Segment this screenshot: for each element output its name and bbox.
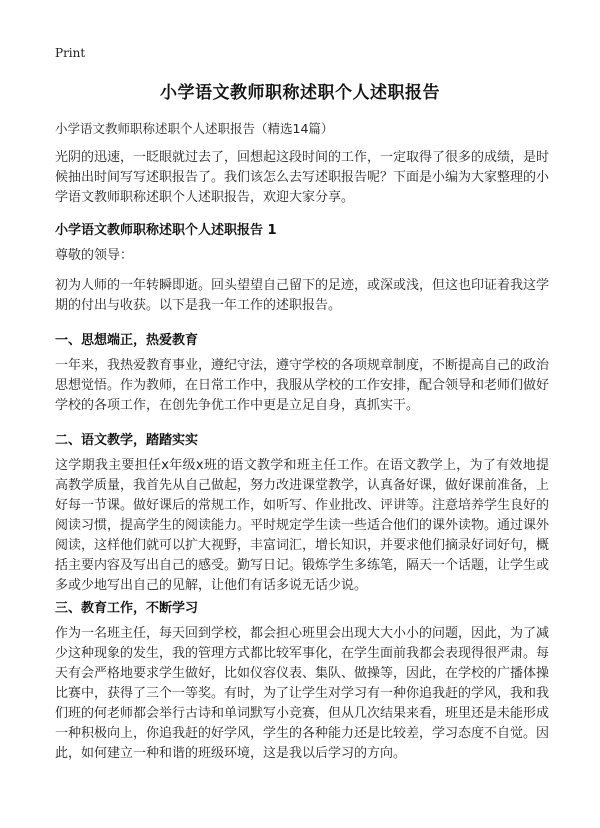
paragraph-teaching: 这学期我主要担任x年级x班的语文教学和班主任工作。在语文教学上，为了有效地提高教学质量，我首先从自己做起，努力改进课堂教学，认真备好课，做好课前准备，上好每一节课。做好课后的常规工作，如听写、作业批改、评讲等。注意培养学生良好的阅读习惯，提高学生的阅读能力。平时规定学生读一些适合他们的课外读物。通过课外阅读，这样他们就可以扩大视野，丰富词汇，增长知识，并要求他们摘录好词好句，概括主要内容及写出自己的感受。勤写日记。锻炼学生多练笔，隔天一个话题，让学生或多或少地写出自己的见解，让他们有话多说无话少说。 — [55, 458, 550, 593]
intro-paragraph: 光阴的迅速，一眨眼就过去了，回想起这段时间的工作，一定取得了很多的成绩，是时候抽出时间写写述职报告了。我们该怎么去写述职报告呢？下面是小编为大家整理的小学语文教师职称述职个人述职报告，欢迎大家分享。 — [55, 150, 550, 205]
heading-teaching: 二、语文教学，踏踏实实 — [55, 433, 199, 448]
greeting-text: 尊敬的领导： — [55, 248, 134, 263]
page-title: 小学语文教师职称述职个人述职报告 — [160, 83, 440, 103]
opening-paragraph: 初为人师的一年转瞬即逝。回头望望自己留下的足迹，或深或浅，但这也印证着我这学期的付出与收获。以下是我一年工作的述职报告。 — [55, 278, 550, 313]
heading-education: 三、教育工作，不断学习 — [55, 601, 199, 616]
paragraph-education: 作为一名班主任，每天回到学校，都会担心班里会出现大大小小的问题，因此，为了减少这种现象的发生，我的管理方式都比较军事化，在学生面前我都会表现得很严肃。每天有会严格地要求学生做好，比如仪容仪表、集队、做操等，因此，在学校的广播体操比赛中，获得了三个一等奖。有时，为了让学生对学习有一种你追我赶的学风，我和我们班的何老师都会举行古诗和单词默写小竞赛，但从几次结果来看，班里还是未能形成一种积极向上，你追我赶的好学风，学生的各种能力还是比较差，学习态度不自觉。因此，如何建立一种和谐的班级环境，这是我以后学习的方向。 — [55, 626, 550, 761]
heading-ideology: 一、思想端正，热爱教育 — [55, 333, 199, 348]
document-subtitle: 小学语文教师职称述职个人述职报告（精选14篇） — [55, 121, 334, 136]
section-title: 小学语文教师职称述职个人述职报告 1 — [55, 223, 277, 238]
paragraph-ideology: 一年来，我热爱教育事业，遵纪守法，遵守学校的各项规章制度，不断提高自己的政治思想觉悟。作为教师，在日常工作中，我服从学校的工作安排，配合领导和老师们做好学校的各项工作，在创先争优工作中更是立足自身，真抓实干。 — [55, 358, 550, 413]
print-button[interactable]: Print — [55, 46, 86, 60]
